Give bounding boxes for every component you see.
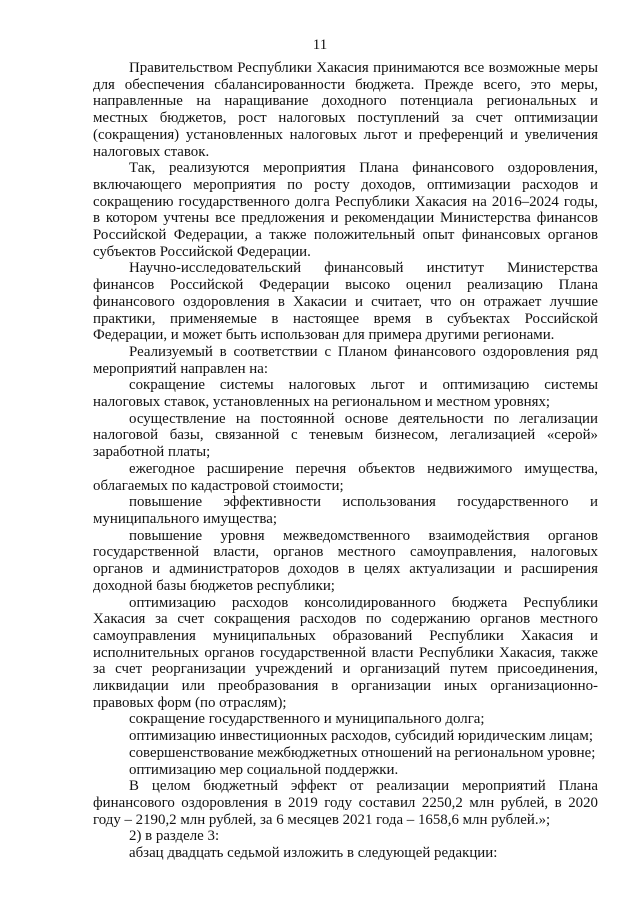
list-item: повышение уровня межведомственного взаимодействия органов государственной власти, органов местного самоуправления, налоговых органов и администраторов доходов в целях актуализации и расширения доходной базы бюджетов республики; <box>93 527 598 594</box>
paragraph: Так, реализуются мероприятия Плана финансового оздоровления, включающего мероприятия по росту доходов, оптимизации расходов и сокращению государственного долга Республики Хакасия на 2016–2024 годы, в котором учтены все предложения и рекомендации Министерства финансов Российской Федерации, а также положительный опыт финансовых органов субъектов Российской Федерации. <box>93 160 598 260</box>
amendment-item: 2) в разделе 3: <box>129 828 220 845</box>
list-item: сокращение системы налоговых льгот и оптимизацию системы налоговых ставок, установленных на региональном и местном уровнях; <box>93 377 598 411</box>
list-item: ежегодное расширение перечня объектов недвижимого имущества, облагаемых по кадастровой стоимости; <box>93 460 598 494</box>
page-number: 11 <box>312 37 328 53</box>
paragraph: В целом бюджетный эффект от реализации мероприятий Плана финансового оздоровления в 2019 году составил 2250,2 млн рублей, в 2020 году – 2190,2 млн рублей, за 6 месяцев 2021 года – 1658,6 млн рублей.»; <box>93 778 598 828</box>
paragraph: Реализуемый в соответствии с Планом финансового оздоровления ряд мероприятий направлен на: <box>93 343 598 377</box>
document-body <box>93 60 598 862</box>
paragraph: Правительством Республики Хакасия принимаются все возможные меры для обеспечения сбалансированности бюджета. Прежде всего, это меры, направленные на наращивание доходного потенциала региональных и местных бюджетов, рост налоговых поступлений за счет оптимизации (сокращения) установленных налоговых льгот и преференций и увеличения налоговых ставок. <box>93 60 598 160</box>
list-item: оптимизацию мер социальной поддержки. <box>129 761 399 778</box>
paragraph: Научно-исследовательский финансовый институт Министерства финансов Российской Федерации высоко оценил реализацию Плана финансового оздоровления в Хакасии и считает, что он отражает лучшие практики, применяемые в настоящее время в субъектах Российской Федерации, и может быть использован для примера другими регионами. <box>93 260 598 344</box>
list-item: осуществление на постоянной основе деятельности по легализации налоговой базы, связанной с теневым бизнесом, легализацией «серой» заработной платы; <box>93 410 598 461</box>
amendment-instruction: абзац двадцать седьмой изложить в следующей редакции: <box>129 845 498 862</box>
list-item: оптимизацию инвестиционных расходов, субсидий юридическим лицам; <box>129 728 593 745</box>
list-item: повышение эффективности использования государственного и муниципального имущества; <box>93 494 598 527</box>
list-item: совершенствование межбюджетных отношений на региональном уровне; <box>129 744 596 761</box>
list-item: сокращение государственного и муниципального долга; <box>129 711 485 728</box>
list-item: оптимизацию расходов консолидированного бюджета Республики Хакасия за счет сокращения расходов по содержанию органов местного самоуправления муниципальных образований Республики Хакасия и исполнительных органов государственной власти Республики Хакасия, также за счет реорганизации учреждений и организаций путем присоединения, ликвидации или преобразования в организации иных организационно-правовых форм (по отраслям); <box>93 594 598 711</box>
